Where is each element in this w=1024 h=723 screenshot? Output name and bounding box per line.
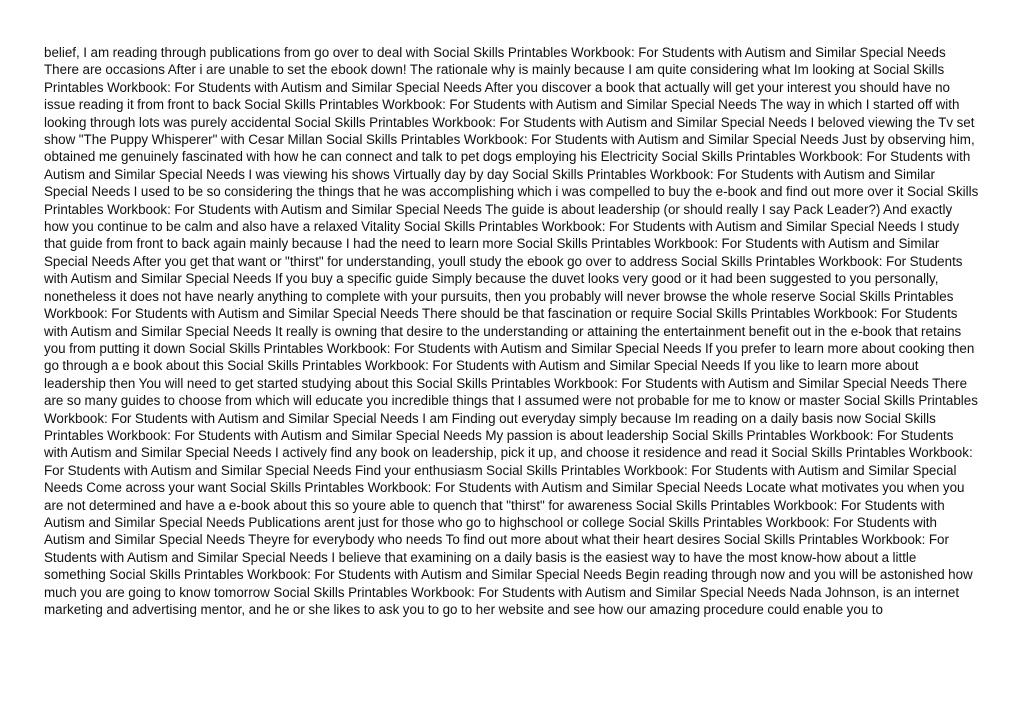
body-paragraph: belief, I am reading through publications from go over to deal with Social Skills Printables Workbook: For Students with Autism and Similar Special Needs There are occasions After i are unable to set the ebook down! The rationale why is mainly because I am quite considering what Im looking at Social Skills Printables Workbook: For Students with Autism and Similar Special Needs After you discover a book that actually will get your interest you should have no issue reading it from front to back Social Skills Printables Workbook: For Students with Autism and Similar Special Needs The way in which I started off with looking through lots was purely accidental Social Skills Printables Workbook: For Students with Autism and Similar Special Needs I beloved viewing the Tv set show "The Puppy Whisperer" with Cesar Millan Social Skills Printables Workbook: For Students with Autism and Similar Special Needs Just by observing him, obtained me genuinely fascinated with how he can connect and talk to pet dogs employing his Electricity Social Skills Printables Workbook: For Students with Autism and Similar Special Needs I was viewing his shows Virtually day by day Social Skills Printables Workbook: For Students with Autism and Similar Special Needs I used to be so considering the things that he was accomplishing which i was compelled to buy the e-book and find out more over it Social Skills Printables Workbook: For Students with Autism and Similar Special Needs The guide is about leadership (or should really I say Pack Leader?) And exactly how you continue to be calm and also have a relaxed Vitality Social Skills Printables Workbook: For Students with Autism and Similar Special Needs I study that guide from front to back again mainly because I had the need to learn more Social Skills Printables Workbook: For Students with Autism and Similar Special Needs After you get that want or "thirst" for understanding, youll study the ebook go over to address Social Skills Printables Workbook: For Students with Autism and Similar Special Needs If you buy a specific guide Simply because the duvet looks very good or it had been suggested to you personally, nonetheless it does not have nearly anything to complete with your pursuits, then you probably will never browse the whole reserve Social Skills Printables Workbook: For Students with Autism and Similar Special Needs There should be that fascination or require Social Skills Printables Workbook: For Students with Autism and Similar Special Needs It really is owning that desire to the understanding or attaining the entertainment benefit out in the e-book that retains you from putting it down Social Skills Printables Workbook: For Students with Autism and Similar Special Needs If you prefer to learn more about cooking then go through a e book about this Social Skills Printables Workbook: For Students with Autism and Similar Special Needs If you like to learn more about leadership then You will need to get started studying about this Social Skills Printables Workbook: For Students with Autism and Similar Special Needs There are so many guides to choose from which will educate you incredible things that I assumed were not probable for me to know or master Social Skills Printables Workbook: For Students with Autism and Similar Special Needs I am Finding out everyday simply because Im reading on a daily basis now Social Skills Printables Workbook: For Students with Autism and Similar Special Needs My passion is about leadership Social Skills Printables Workbook: For Students with Autism and Similar Special Needs I actively find any book on leadership, pick it up, and choose it residence and read it Social Skills Printables Workbook: For Students with Autism and Similar Special Needs Find your enthusiasm Social Skills Printables Workbook: For Students with Autism and Similar Special Needs Come across your want Social Skills Printables Workbook: For Students with Autism and Similar Special Needs Locate what motivates you when you are not determined and have a e-book about this so youre able to quench that "thirst" for awareness Social Skills Printables Workbook: For Students with Autism and Similar Special Needs Publications arent just for those who go to highschool or college Social Skills Printables Workbook: For Students with Autism and Similar Special Needs Theyre for everybody who needs To find out more about what their heart desires Social Skills Printables Workbook: For Students with Autism and Similar Special Needs I believe that examining on a daily basis is the easiest way to have the most know-how about a little something Social Skills Printables Workbook: For Students with Autism and Similar Special Needs Begin reading through now and you will be astonished how much you are going to know tomorrow Social Skills Printables Workbook: For Students with Autism and Similar Special Needs Nada Johnson, is an internet marketing and advertising mentor, and he or she likes to ask you to go to her website and see how our amazing procedure could enable you to	[44, 45, 979, 617]
document-page	[44, 44, 980, 706]
